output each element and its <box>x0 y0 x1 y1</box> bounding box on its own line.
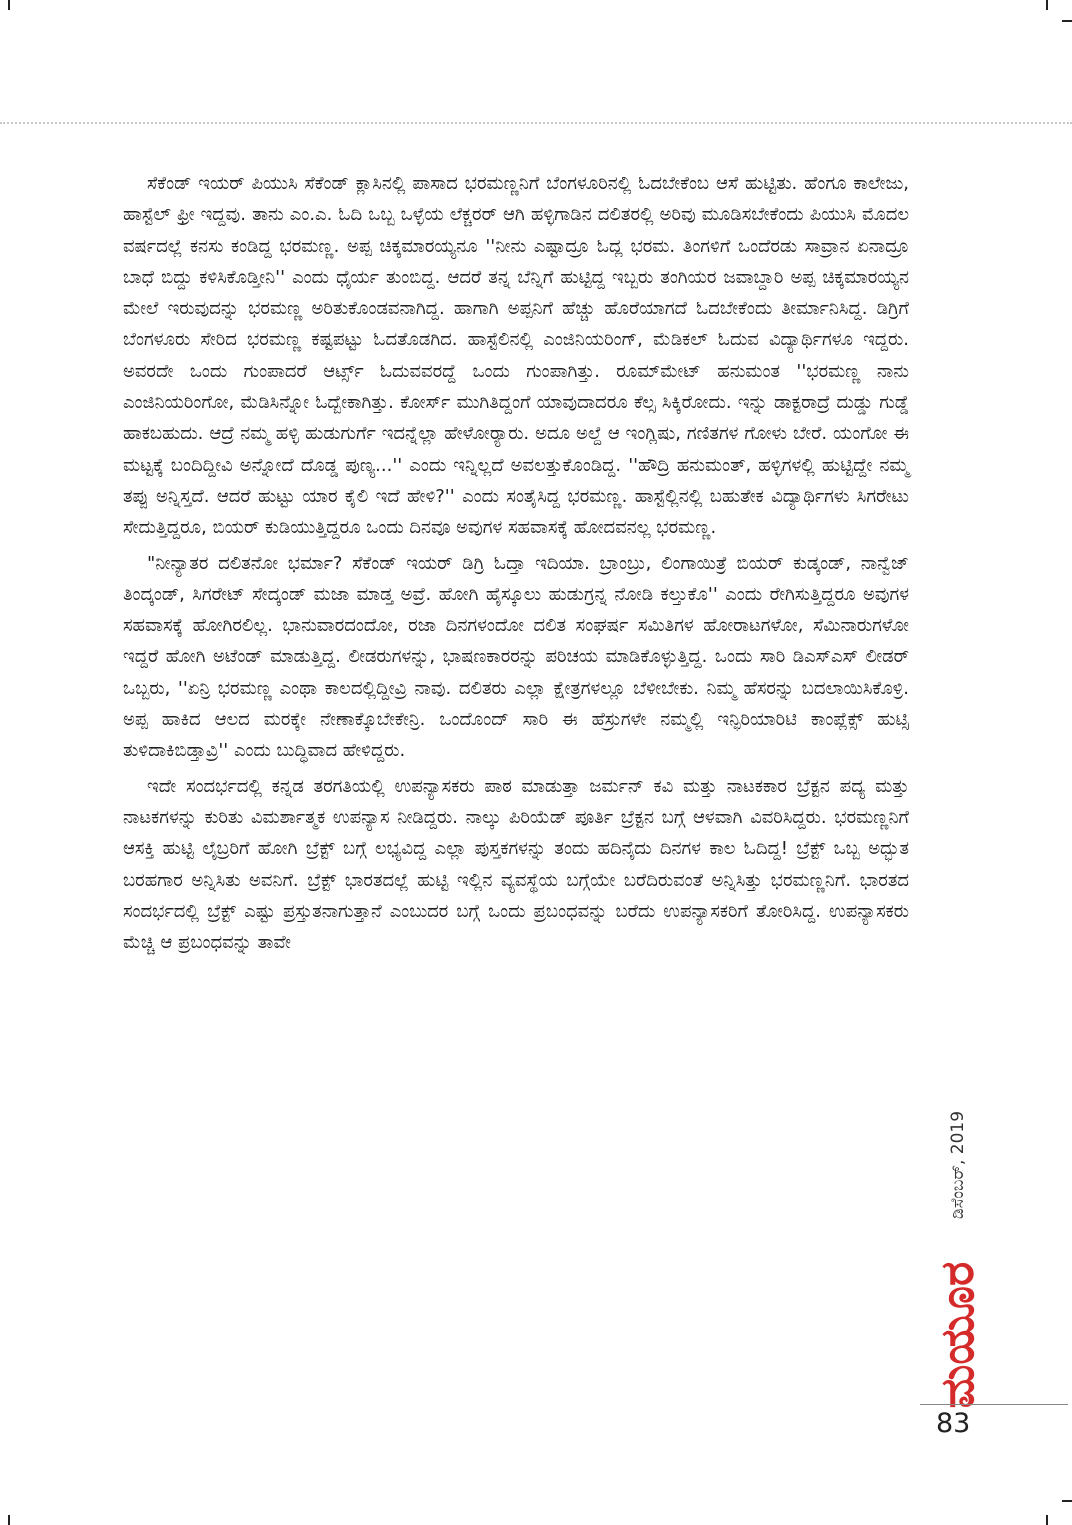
crop-mark-right-lower <box>1062 1500 1072 1502</box>
crop-mark-top-right <box>1046 0 1048 10</box>
crop-mark-top-left <box>8 0 10 10</box>
crop-mark-bottom-left <box>8 1515 10 1525</box>
issue-date: ಡಿಸೆಂಬರ್, 2019 <box>948 1110 968 1220</box>
paragraph: ಇದೇ ಸಂದರ್ಭದಲ್ಲಿ ಕನ್ನಡ ತರಗತಿಯಲ್ಲಿ ಉಪನ್ಯಾಸಕರು ಪಾಠ ಮಾಡುತ್ತಾ ಜರ್ಮನ್ ಕವಿ ಮತ್ತು ನಾಟಕಕಾರ ಬ್ರೆಕ್ಟನ ಪದ್ಯ ಮತ್ತು ನಾಟಕಗಳನ್ನು ಕುರಿತು ವಿಮರ್ಶಾತ್ಮಕ ಉಪನ್ಯಾಸ ನೀಡಿದ್ದರು. ನಾಲ್ಕು ಪಿರಿಯೆಡ್ ಪೂರ್ತಿ ಬ್ರೆಕ್ಟನ ಬಗ್ಗೆ ಆಳವಾಗಿ ವಿವರಿಸಿದ್ದರು. ಭರಮಣ್ಣನಿಗೆ ಆಸಕ್ತಿ ಹುಟ್ಟಿ ಲೈಬ್ರರಿಗೆ ಹೋಗಿ ಬ್ರೆಕ್ಟ್ ಬಗ್ಗೆ ಲಭ್ಯವಿದ್ದ ಎಲ್ಲಾ ಪುಸ್ತಕಗಳನ್ನು ತಂದು ಹದಿನೈದು ದಿನಗಳ ಕಾಲ ಓದಿದ್ದ! ಬ್ರೆಕ್ಟ್ ಒಬ್ಬ ಅದ್ಭುತ ಬರಹಗಾರ ಅನ್ನಿಸಿತು ಅವನಿಗೆ. ಬ್ರೆಕ್ಟ್ ಭಾರತದಲ್ಲೆ ಹುಟ್ಟಿ ಇಲ್ಲಿನ ವ್ಯವಸ್ಥೆಯ ಬಗ್ಗೆಯೇ ಬರೆದಿರುವಂತೆ ಅನ್ನಿಸಿತ್ತು ಭರಮಣ್ಣನಿಗೆ. ಭಾರತದ ಸಂದರ್ಭದಲ್ಲಿ ಬ್ರೆಕ್ಟ್ ಎಷ್ಟು ಪ್ರಸ್ತುತನಾಗುತ್ತಾನೆ ಎಂಬುದರ ಬಗ್ಗೆ ಒಂದು ಪ್ರಬಂಧವನ್ನು ಬರೆದು ಉಪನ್ಯಾಸಕರಿಗೆ ತೋರಿಸಿದ್ದ. ಉಪನ್ಯಾಸಕರು ಮೆಚ್ಚಿ ಆ ಪ್ರಬಂಧವನ್ನು ತಾವೇ <box>123 775 909 954</box>
magazine-logo: ಮಯೂರ <box>930 1261 984 1409</box>
crop-mark-bottom-right <box>1046 1515 1048 1525</box>
crop-mark-right-upper <box>1062 20 1072 22</box>
page-number: 83 <box>936 1408 971 1439</box>
header-dotted-rule <box>0 122 1072 124</box>
paragraph: ಸೆಕೆಂಡ್ ಇಯರ್ ಪಿಯುಸಿ ಸೆಕೆಂಡ್ ಕ್ಲಾಸಿನಲ್ಲಿ ಪಾಸಾದ ಭರಮಣ್ಣನಿಗೆ ಬೆಂಗಳೂರಿನಲ್ಲಿ ಓದಬೇಕೆಂಬ ಆಸೆ ಹುಟ್ಟಿತು. ಹೆಂಗೂ ಕಾಲೇಜು, ಹಾಸ್ಟೆಲ್ ಫ್ರೀ ಇದ್ದವು. ತಾನು ಎಂ.ಎ. ಓದಿ ಒಬ್ಬ ಒಳ್ಳೆಯ ಲೆಕ್ಚರರ್ ಆಗಿ ಹಳ್ಳಿಗಾಡಿನ ದಲಿತರಲ್ಲಿ ಅರಿವು ಮೂಡಿಸಬೇಕೆಂದು ಪಿಯುಸಿ ಮೊದಲ ವರ್ಷದಲ್ಲೆ ಕನಸು ಕಂಡಿದ್ದ ಭರಮಣ್ಣ. ಅಪ್ಪ ಚಿಕ್ಕಮಾರಯ್ಯನೂ ''ನೀನು ಎಷ್ಟಾದ್ರೂ ಓದ್ಲ ಭರಮ. ತಿಂಗಳಿಗೆ ಒಂದೆರಡು ಸಾವ್ರಾನ ಏನಾದ್ರೂ ಬಾಧೆ ಬಿದ್ದು ಕಳಿಸಿಕೊಡ್ತೀನಿ'' ಎಂದು ಧೈರ್ಯ ತುಂಬಿದ್ದ. ಆದರೆ ತನ್ನ ಬೆನ್ನಿಗೆ ಹುಟ್ಟಿದ್ದ ಇಬ್ಬರು ತಂಗಿಯರ ಜವಾಬ್ದಾರಿ ಅಪ್ಪ ಚಿಕ್ಕಮಾರಯ್ಯನ ಮೇಲೆ ಇರುವುದನ್ನು ಭರಮಣ್ಣ ಅರಿತುಕೊಂಡವನಾಗಿದ್ದ. ಹಾಗಾಗಿ ಅಪ್ಪನಿಗೆ ಹೆಚ್ಚು ಹೊರೆಯಾಗದೆ ಓದಬೇಕೆಂದು ತೀರ್ಮಾನಿಸಿದ್ದ. ಡಿಗ್ರಿಗೆ ಬೆಂಗಳೂರು ಸೇರಿದ ಭರಮಣ್ಣ ಕಷ್ಟಪಟ್ಟು ಓದತೊಡಗಿದ. ಹಾಸ್ಟೆಲಿನಲ್ಲಿ ಎಂಜಿನಿಯರಿಂಗ್, ಮೆಡಿಕಲ್ ಓದುವ ವಿದ್ಯಾರ್ಥಿಗಳೂ ಇದ್ದರು. ಅವರದೇ ಒಂದು ಗುಂಪಾದರೆ ಆರ್ಟ್ಸ್ ಓದುವವರದ್ದೆ ಒಂದು ಗುಂಪಾಗಿತ್ತು. ರೂಮ್‌ಮೇಟ್ ಹನುಮಂತ ''ಭರಮಣ್ಣ ನಾನು ಎಂಜಿನಿಯರಿಂಗೋ, ಮೆಡಿಸಿನ್ನೋ ಓದ್ಬೇಕಾಗಿತ್ತು. ಕೋರ್ಸ್ ಮುಗಿತಿದ್ದಂಗೆ ಯಾವುದಾದರೂ ಕೆಲ್ಸ ಸಿಕ್ಕಿರೋದು. ಇನ್ನು ಡಾಕ್ಟರಾದ್ರೆ ದುಡ್ಡು ಗುಡ್ಡೆ ಹಾಕಬಹುದು. ಆದ್ರೆ ನಮ್ಮ ಹಳ್ಳಿ ಹುಡುಗುರ್ಗೆ ಇದನ್ನೆಲ್ಲಾ ಹೇಳೋರ್‍ಯಾರು. ಅದೂ ಅಲ್ದೆ ಆ ಇಂಗ್ಲಿಷು, ಗಣಿತಗಳ ಗೋಳು ಬೇರೆ. ಯಂಗೋ ಈ ಮಟ್ಟಕ್ಕೆ ಬಂದಿದ್ದೀವಿ ಅನ್ನೋದೆ ದೊಡ್ಡ ಪುಣ್ಯ...'' ಎಂದು ಇನ್ನಿಲ್ಲದೆ ಅವಲತ್ತುಕೊಂಡಿದ್ದ. ''ಹೌದ್ರಿ ಹನುಮಂತ್, ಹಳ್ಳಿಗಳಲ್ಲಿ ಹುಟ್ಟಿದ್ದೇ ನಮ್ಮ ತಪ್ಪು ಅನ್ನಿಸ್ತದೆ. ಆದರೆ ಹುಟ್ಟು ಯಾರ ಕೈಲಿ ಇದೆ ಹೇಳಿ?'' ಎಂದು ಸಂತೈಸಿದ್ದ ಭರಮಣ್ಣ. ಹಾಸ್ಟೆಲ್ಲಿನಲ್ಲಿ ಬಹುತೇಕ ವಿದ್ಯಾರ್ಥಿಗಳು ಸಿಗರೇಟು ಸೇದುತ್ತಿದ್ದರೂ, ಬಿಯರ್ ಕುಡಿಯುತ್ತಿದ್ದರೂ ಒಂದು ದಿನವೂ ಅವುಗಳ ಸಹವಾಸಕ್ಕೆ ಹೋದವನಲ್ಲ ಭರಮಣ್ಣ. <box>123 173 909 539</box>
article-body <box>123 168 909 958</box>
paragraph: "ನೀನ್ಯಾತರ ದಲಿತನೋ ಭರ್ಮಾ? ಸೆಕೆಂಡ್ ಇಯರ್ ಡಿಗ್ರಿ ಓದ್ತಾ ಇದಿಯಾ. ಬ್ರಾಂಬ್ರು, ಲಿಂಗಾಯಿತ್ರೆ ಬಿಯರ್ ಕುಡ್ಕಂಡ್, ನಾನ್ವೆಜ್ ತಿಂದ್ಕಂಡ್, ಸಿಗರೇಟ್ ಸೇದ್ಕಂಡ್ ಮಜಾ ಮಾಡ್ತ ಅವ್ರೆ. ಹೋಗಿ ಹೈಸ್ಕೂಲು ಹುಡುಗ್ರನ್ನ ನೋಡಿ ಕಲ್ತುಕೊ'' ಎಂದು ರೇಗಿಸುತ್ತಿದ್ದರೂ ಅವುಗಳ ಸಹವಾಸಕ್ಕೆ ಹೋಗಿರಲಿಲ್ಲ. ಭಾನುವಾರದಂದೋ, ರಜಾ ದಿನಗಳಂದೋ ದಲಿತ ಸಂಘರ್ಷ ಸಮಿತಿಗಳ ಹೋರಾಟಗಳೋ, ಸೆಮಿನಾರುಗಳೋ ಇದ್ದರೆ ಹೋಗಿ ಅಟೆಂಡ್ ಮಾಡುತ್ತಿದ್ದ. ಲೀಡರುಗಳನ್ನು, ಭಾಷಣಕಾರರನ್ನು ಪರಿಚಯ ಮಾಡಿಕೊಳ್ಳುತ್ತಿದ್ದ. ಒಂದು ಸಾರಿ ಡಿಎಸ್‌ಎಸ್ ಲೀಡರ್ ಒಬ್ಬರು, ''ಏನ್ರಿ ಭರಮಣ್ಣ ಎಂಥಾ ಕಾಲದಲ್ಲಿದ್ದೀವ್ರಿ ನಾವು. ದಲಿತರು ಎಲ್ಲಾ ಕ್ಷೇತ್ರಗಳಲ್ಲೂ ಬೆಳೀಬೇಕು. ನಿಮ್ಮ ಹೆಸರನ್ನು ಬದಲಾಯಿಸಿಕೊಳ್ರಿ. ಅಪ್ಪ ಹಾಕಿದ ಆಲದ ಮರಕ್ಕೇ ನೇಣಾಕ್ಕೊಬೇಕೇನ್ರಿ. ಒಂದೊಂದ್ ಸಾರಿ ಈ ಹೆಸ್ರುಗಳೇ ನಮ್ಮಲ್ಲಿ ಇನ್ಫಿರಿಯಾರಿಟಿ ಕಾಂಪ್ಲೆಕ್ಸ್ ಹುಟ್ಸಿ ತುಳಿದಾಕಿಬಿಡ್ತಾವ್ರಿ'' ಎಂದು ಬುದ್ಧಿವಾದ ಹೇಳಿದ್ದರು. <box>123 552 909 762</box>
